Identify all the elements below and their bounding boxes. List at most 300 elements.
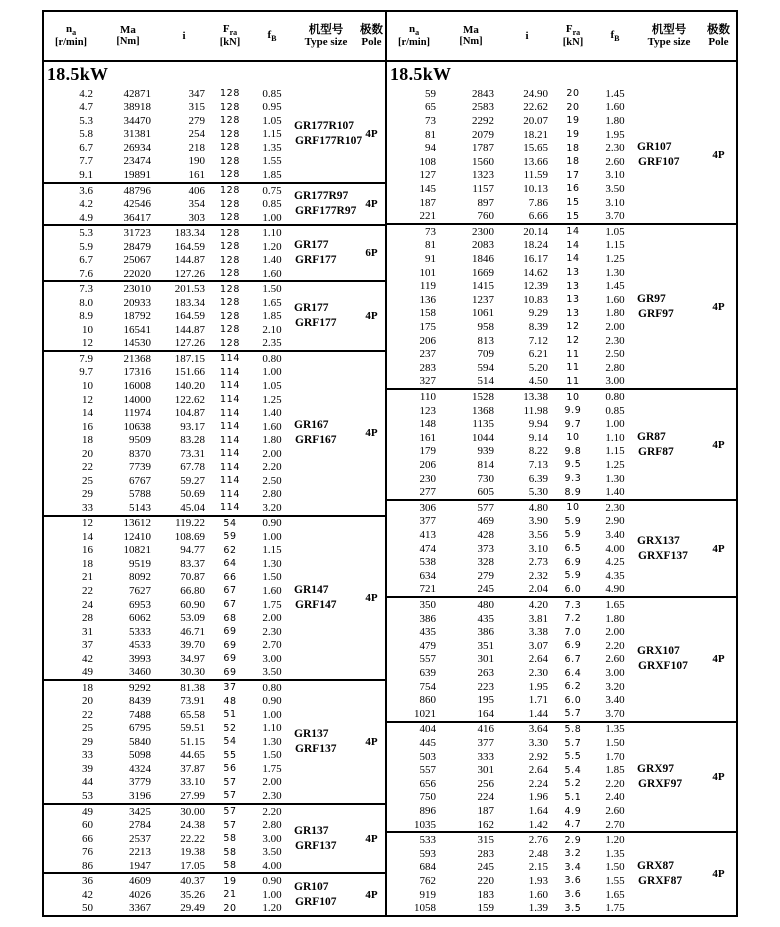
cell-fra: 128: [220, 227, 240, 239]
data-rows: [387, 501, 637, 596]
cell-fb: 1.00: [262, 211, 282, 224]
cell-i: 30.00: [180, 805, 205, 818]
cell-na: 4.7: [79, 101, 93, 114]
cell-fra: 15: [566, 210, 580, 222]
cell-ma: 301: [477, 653, 494, 666]
cell-na: 404: [419, 723, 436, 736]
cell-fb: 1.15: [262, 128, 282, 141]
cell-i: 33.10: [180, 776, 205, 789]
cell-fb: 1.55: [262, 155, 282, 168]
cell-fb: 1.15: [605, 239, 625, 252]
data-rows: [44, 805, 294, 873]
cell-i: 22.62: [523, 101, 548, 114]
cell-i: 201.53: [174, 283, 205, 296]
type-size-label: GRX97: [637, 763, 675, 775]
cell-na: 175: [419, 320, 436, 333]
cell-fb: 3.00: [605, 375, 625, 388]
cell-i: 19.38: [180, 846, 205, 859]
cell-fb: 1.00: [262, 366, 282, 379]
cell-i: 127.26: [174, 337, 205, 350]
column-header-fb: $f_B$: [610, 28, 620, 43]
cell-na: 14: [82, 407, 93, 420]
data-rows: [44, 517, 294, 679]
cell-na: 18: [82, 434, 93, 447]
cell-i: 2.64: [528, 653, 548, 666]
cell-fra: 9.8: [564, 445, 582, 457]
cell-fra: 67: [223, 585, 237, 597]
cell-ma: 9509: [129, 434, 151, 447]
cell-na: 42: [82, 888, 93, 901]
cell-na: 49: [82, 805, 93, 818]
cell-fb: 1.25: [605, 458, 625, 471]
cell-fra: 21: [223, 889, 237, 901]
type-size-cell: [637, 225, 701, 388]
type-size-cell: [294, 282, 358, 350]
type-group-GRX97: [387, 721, 736, 832]
cell-fra: 14: [566, 239, 580, 251]
cell-ma: 14530: [123, 337, 151, 350]
cell-i: 187.15: [174, 352, 205, 365]
cell-na: 25: [82, 722, 93, 735]
cell-fb: 1.40: [605, 486, 625, 499]
cell-i: 2.32: [528, 569, 548, 582]
cell-i: 144.87: [174, 323, 205, 336]
cell-i: 2.04: [528, 583, 548, 596]
cell-fra: 54: [223, 517, 237, 529]
cell-na: 21: [82, 571, 93, 584]
cell-ma: 14000: [123, 393, 151, 406]
cell-na: 237: [419, 348, 436, 361]
cell-i: 67.78: [180, 461, 205, 474]
cell-na: 445: [419, 737, 436, 749]
cell-i: 3.10: [528, 542, 548, 555]
cell-fra: 19: [566, 115, 580, 127]
cell-fra: 128: [220, 142, 240, 154]
cell-na: 762: [419, 874, 436, 887]
cell-i: 46.71: [180, 625, 205, 638]
column-header-type: 机型号 Type size: [304, 22, 348, 49]
pole-label: 4P: [365, 310, 378, 323]
pole-label: 4P: [365, 832, 378, 845]
cell-ma: 2583: [472, 101, 494, 114]
cell-ma: 1787: [472, 142, 494, 155]
cell-na: 721: [419, 583, 436, 596]
cell-fra: 12: [566, 335, 580, 347]
column-header-i: i: [182, 29, 186, 42]
data-rows: [44, 184, 294, 225]
cell-ma: 1157: [472, 182, 494, 195]
pole-label: 4P: [365, 591, 378, 604]
cell-ma: 760: [477, 210, 494, 223]
cell-na: 5.3: [79, 114, 93, 127]
cell-ma: 48796: [123, 184, 151, 197]
cell-na: 750: [419, 791, 436, 804]
cell-ma: 7488: [129, 708, 151, 721]
cell-i: 15.65: [523, 142, 548, 155]
cell-fra: 5.4: [564, 764, 582, 776]
cell-ma: 10638: [123, 420, 151, 433]
cell-fb: 0.90: [262, 517, 282, 530]
cell-na: 22: [82, 461, 93, 474]
cell-fb: 1.60: [262, 584, 282, 597]
cell-fra: 2.9: [564, 834, 582, 846]
cell-i: 3.64: [528, 723, 548, 736]
cell-ma: 19891: [123, 168, 151, 181]
cell-fra: 5.8: [564, 723, 582, 735]
type-size-label: GR167: [294, 419, 329, 432]
cell-na: 919: [419, 888, 436, 901]
cell-i: 16.17: [523, 252, 548, 265]
cell-fra: 62: [223, 544, 237, 556]
cell-fb: 2.70: [605, 818, 625, 831]
cell-fra: 14: [566, 226, 580, 238]
cell-fra: 5.9: [564, 515, 582, 527]
cell-fra: 114: [220, 488, 240, 500]
cell-fb: 0.85: [262, 198, 282, 211]
type-size-label: GR87: [637, 430, 666, 443]
type-size-label: GR107: [294, 880, 329, 893]
cell-na: 50: [82, 902, 93, 915]
cell-i: 2.73: [528, 556, 548, 569]
cell-na: 4.2: [79, 87, 93, 100]
cell-fra: 58: [223, 846, 237, 858]
cell-fb: 1.50: [262, 749, 282, 762]
cell-ma: 245: [477, 583, 494, 596]
cell-na: 10: [82, 379, 93, 392]
cell-na: 4.9: [79, 211, 93, 224]
type-size-label: GRXF107: [638, 660, 688, 673]
cell-fb: 2.20: [605, 777, 625, 790]
cell-fra: 6.7: [564, 653, 582, 665]
cell-ma: 26934: [123, 141, 151, 154]
cell-i: 29.49: [180, 902, 205, 915]
cell-fb: 2.35: [262, 337, 282, 350]
cell-na: 1035: [414, 818, 436, 831]
cell-na: 44: [82, 776, 93, 789]
cell-na: 557: [419, 653, 436, 666]
data-rows: [44, 226, 294, 280]
cell-na: 12: [82, 393, 93, 406]
cell-fb: 1.80: [605, 612, 625, 625]
cell-fb: 1.95: [605, 128, 625, 141]
cell-na: 101: [419, 266, 436, 279]
cell-fb: 0.75: [262, 184, 282, 197]
cell-ma: 279: [477, 569, 494, 582]
type-group-GR87: [387, 388, 736, 499]
cell-i: 9.29: [528, 307, 548, 320]
cell-na: 754: [419, 680, 436, 693]
cell-na: 161: [419, 431, 436, 444]
cell-i: 164.59: [174, 240, 205, 253]
cell-fra: 114: [220, 421, 240, 433]
cell-i: 93.17: [180, 420, 205, 433]
cell-ma: 813: [477, 334, 494, 347]
cell-fb: 1.85: [605, 764, 625, 777]
cell-i: 45.04: [180, 501, 205, 514]
type-size-label: GRF97: [638, 307, 674, 320]
cell-i: 2.15: [528, 861, 548, 874]
cell-ma: 220: [477, 874, 494, 887]
cell-i: 254: [188, 128, 205, 141]
cell-fb: 1.50: [605, 737, 625, 749]
type-size-label: GR177R97: [294, 190, 349, 203]
cell-fb: 1.65: [605, 599, 625, 611]
cell-fra: 16: [566, 183, 580, 195]
cell-i: 144.87: [174, 254, 205, 267]
cell-fb: 1.50: [605, 861, 625, 874]
pole-label: 4P: [712, 771, 725, 783]
cell-i: 24.38: [180, 819, 205, 832]
cell-fb: 2.20: [262, 461, 282, 474]
type-group-GR177: [44, 224, 385, 280]
cell-i: 6.21: [528, 348, 548, 361]
cell-na: 123: [419, 404, 436, 417]
type-group-GR137: [44, 803, 385, 873]
pole-label: 4P: [712, 438, 725, 451]
cell-fb: 1.35: [605, 723, 625, 736]
cell-fra: 48: [223, 695, 237, 707]
cell-na: 7.9: [79, 352, 93, 365]
cell-fra: 128: [220, 88, 240, 100]
cell-ma: 3367: [129, 902, 151, 915]
cell-na: 33: [82, 501, 93, 514]
cell-ma: 3196: [129, 789, 151, 802]
cell-fra: 17: [566, 169, 580, 181]
cell-fra: 6.9: [564, 640, 582, 652]
cell-fra: 69: [223, 639, 237, 651]
cell-fra: 128: [220, 297, 240, 309]
cell-na: 593: [419, 847, 436, 860]
cell-i: 24.90: [523, 87, 548, 100]
cell-na: 33: [82, 749, 93, 762]
cell-fra: 69: [223, 666, 237, 678]
cell-fra: 9.5: [564, 459, 582, 471]
cell-fra: 6.0: [564, 694, 582, 706]
cell-ma: 333: [477, 750, 494, 763]
column-header-ma: Ma [Nm]: [116, 23, 140, 48]
type-size-cell: [294, 874, 358, 915]
cell-na: 148: [419, 418, 436, 431]
cell-ma: 958: [477, 320, 494, 333]
cell-fra: 128: [220, 101, 240, 113]
type-groups-left: [44, 87, 385, 915]
cell-na: 479: [419, 639, 436, 652]
cell-fb: 2.00: [262, 447, 282, 460]
cell-fb: 3.70: [605, 707, 625, 720]
type-group-GRX87: [387, 831, 736, 915]
cell-na: 230: [419, 472, 436, 485]
table-header-left: [44, 12, 385, 62]
cell-na: 386: [419, 612, 436, 625]
cell-i: 40.37: [180, 875, 205, 888]
cell-na: 656: [419, 777, 436, 790]
cell-fb: 1.00: [605, 418, 625, 431]
cell-fra: 37: [223, 682, 237, 694]
cell-na: 42: [82, 652, 93, 665]
cell-ma: 31381: [123, 128, 151, 141]
cell-fra: 18: [566, 156, 580, 168]
cell-na: 1021: [414, 707, 436, 720]
cell-i: 39.70: [180, 639, 205, 652]
cell-fra: 13: [566, 307, 580, 319]
cell-ma: 1323: [472, 169, 494, 182]
cell-fra: 54: [223, 736, 237, 748]
cell-fb: 1.80: [605, 114, 625, 127]
cell-ma: 2537: [129, 832, 151, 845]
cell-ma: 223: [477, 680, 494, 693]
cell-fra: 11: [566, 362, 580, 374]
cell-fra: 114: [220, 366, 240, 378]
cell-fra: 128: [220, 254, 240, 266]
cell-na: 221: [419, 210, 436, 223]
cell-na: 377: [419, 515, 436, 528]
pole-label: 4P: [365, 427, 378, 440]
cell-ma: 6767: [129, 474, 151, 487]
type-group-GR107: [387, 87, 736, 223]
cell-fra: 3.2: [564, 848, 582, 860]
cell-na: 896: [419, 805, 436, 817]
cell-fb: 1.75: [262, 598, 282, 611]
cell-ma: 1368: [472, 404, 494, 417]
cell-fra: 5.5: [564, 751, 582, 763]
cell-na: 25: [82, 474, 93, 487]
cell-fra: 56: [223, 763, 237, 775]
cell-na: 684: [419, 861, 436, 874]
cell-i: 4.80: [528, 501, 548, 514]
type-size-cell: [294, 184, 358, 225]
cell-na: 538: [419, 556, 436, 569]
cell-i: 1.71: [528, 694, 548, 707]
column-header-fra: $F_{ra}$ [kN]: [219, 22, 241, 49]
ratings-table-right: [387, 12, 736, 915]
cell-na: 283: [419, 361, 436, 374]
cell-i: 190: [188, 155, 205, 168]
pole-label: 4P: [712, 542, 725, 555]
cell-na: 81: [425, 239, 436, 252]
cell-fb: 1.60: [605, 101, 625, 114]
cell-fra: 114: [220, 475, 240, 487]
cell-fb: 1.60: [262, 420, 282, 433]
cell-ma: 469: [477, 515, 494, 528]
type-group-GR137: [44, 679, 385, 803]
cell-fra: 6.9: [564, 556, 582, 568]
cell-na: 53: [82, 789, 93, 802]
cell-ma: 7627: [129, 584, 151, 597]
cell-i: 20.07: [523, 114, 548, 127]
cell-fb: 1.30: [605, 266, 625, 279]
cell-na: 59: [425, 87, 436, 100]
cell-ma: 730: [477, 472, 494, 485]
pole-label: 4P: [712, 149, 725, 161]
type-size-label: GR177R107: [294, 120, 355, 133]
type-size-cell: [637, 87, 701, 223]
cell-i: 83.28: [180, 434, 205, 447]
cell-fb: 0.90: [262, 875, 282, 888]
cell-fb: 2.10: [262, 323, 282, 336]
cell-ma: 162: [477, 818, 494, 831]
cell-fra: 128: [220, 283, 240, 295]
cell-fra: 128: [220, 198, 240, 210]
cell-fb: 1.45: [605, 280, 625, 293]
cell-fb: 1.30: [262, 735, 282, 748]
data-rows: [387, 87, 637, 223]
type-size-label: GR107: [637, 141, 672, 153]
cell-i: 53.09: [180, 612, 205, 625]
cell-na: 14: [82, 530, 93, 543]
cell-ma: 187: [477, 805, 494, 817]
cell-na: 5.9: [79, 240, 93, 253]
cell-ma: 8439: [129, 695, 151, 708]
cell-fra: 3.4: [564, 861, 582, 873]
cell-ma: 195: [477, 694, 494, 707]
cell-i: 18.24: [523, 239, 548, 252]
cell-i: 14.62: [523, 266, 548, 279]
cell-na: 73: [425, 225, 436, 238]
type-size-cell: [637, 598, 701, 720]
cell-ma: 12410: [123, 530, 151, 543]
cell-i: 2.92: [528, 750, 548, 763]
cell-fra: 128: [220, 310, 240, 322]
type-size-label: GRF177R97: [295, 205, 357, 218]
cell-fra: 13: [566, 280, 580, 292]
type-group-GR177: [44, 280, 385, 350]
cell-ma: 4026: [129, 888, 151, 901]
cell-fb: 2.30: [262, 625, 282, 638]
cell-ma: 1061: [472, 307, 494, 320]
cell-ma: 5098: [129, 749, 151, 762]
cell-ma: 351: [477, 639, 494, 652]
cell-na: 5.3: [79, 227, 93, 240]
type-size-label: GRF107: [295, 895, 337, 908]
cell-ma: 5333: [129, 625, 151, 638]
power-section-label: 18.5kW: [390, 64, 452, 84]
cell-ma: 594: [477, 361, 494, 374]
cell-i: 303: [188, 211, 205, 224]
type-size-cell: [637, 501, 701, 596]
cell-ma: 7739: [129, 461, 151, 474]
cell-fb: 1.50: [262, 283, 282, 296]
cell-na: 350: [419, 599, 436, 611]
cell-na: 66: [82, 832, 93, 845]
cell-na: 206: [419, 334, 436, 347]
cell-i: 94.77: [180, 544, 205, 557]
cell-fb: 2.00: [605, 320, 625, 333]
cell-fra: 10: [566, 502, 580, 514]
cell-i: 2.24: [528, 777, 548, 790]
cell-na: 503: [419, 750, 436, 763]
cell-i: 279: [188, 114, 205, 127]
cell-fra: 69: [223, 626, 237, 638]
cell-fb: 1.60: [262, 267, 282, 280]
cell-i: 83.37: [180, 557, 205, 570]
cell-fra: 128: [220, 185, 240, 196]
cell-i: 50.69: [180, 488, 205, 501]
cell-ma: 709: [477, 348, 494, 361]
cell-na: 6.7: [79, 141, 93, 154]
cell-fra: 5.1: [564, 791, 582, 803]
cell-ma: 939: [477, 445, 494, 458]
data-rows: [387, 598, 637, 720]
cell-ma: 36417: [123, 211, 151, 224]
cell-ma: 18792: [123, 310, 151, 323]
cell-ma: 386: [477, 626, 494, 639]
cell-fb: 1.75: [262, 762, 282, 775]
cell-na: 7.7: [79, 155, 93, 168]
cell-na: 145: [419, 182, 436, 195]
cell-ma: 428: [477, 528, 494, 541]
data-rows: [44, 87, 294, 182]
cell-fb: 0.90: [262, 695, 282, 708]
